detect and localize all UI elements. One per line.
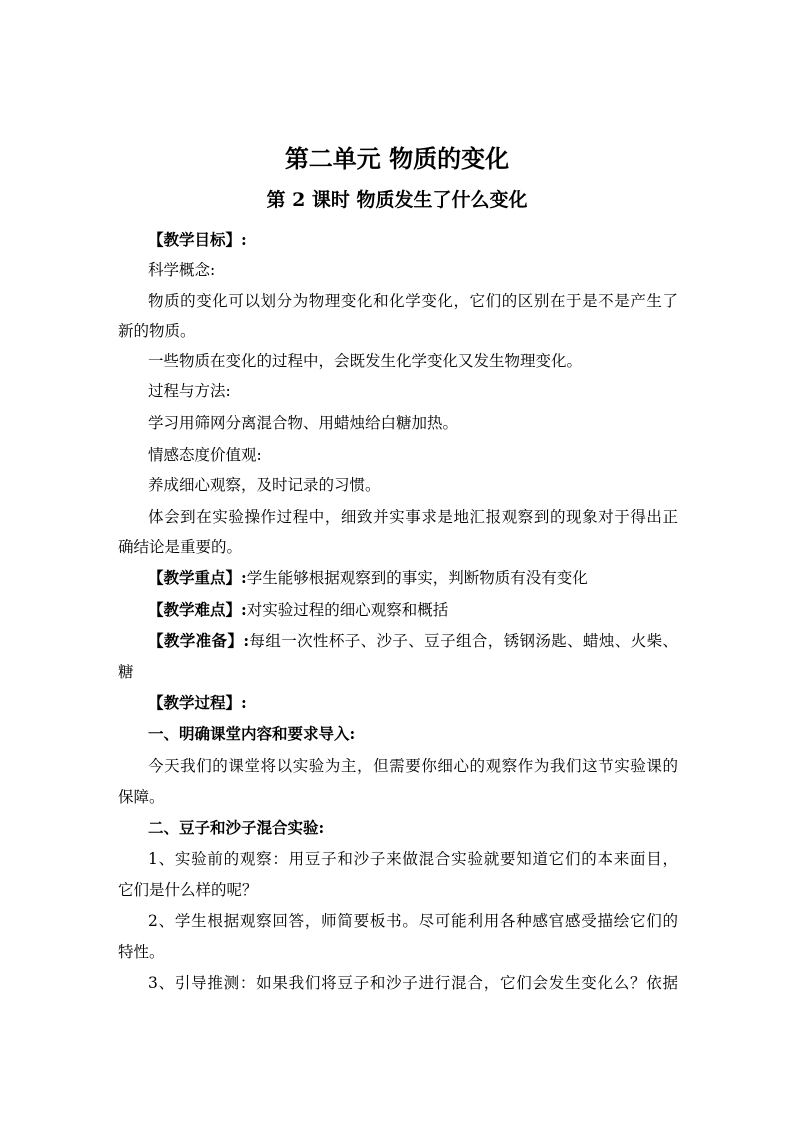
prep-text-a: 每组一次性杯子、沙子、豆子组合，锈钢汤匙、蜡烛、火柴、 — [249, 632, 678, 650]
difficulty-text: 对实验过程的细心观察和概括 — [246, 601, 449, 619]
unit-title: 第二单元 物质的变化 — [284, 144, 510, 173]
process-text-1: 学习用筛网分离混合物、用蜡烛给白糖加热。 — [148, 414, 459, 432]
process-heading: 【教学过程】: — [148, 693, 247, 712]
attitude-text-1: 养成细心观察，及时记录的习惯。 — [148, 476, 381, 494]
goals-heading: 【教学目标】: — [148, 230, 247, 249]
prep-label: 【教学准备】: — [148, 631, 250, 650]
section-2-heading: 二、豆子和沙子混合实验: — [148, 818, 325, 837]
science-label: 科学概念: — [148, 261, 216, 279]
section-2-item-1b: 它们是什么样的呢？ — [118, 881, 258, 899]
focus-label: 【教学重点】: — [148, 568, 247, 587]
section-2-item-2b: 特性。 — [118, 943, 165, 961]
section-1-text-b: 保障。 — [118, 788, 165, 806]
focus-text: 学生能够根据观察到的事实，判断物质有没有变化 — [246, 569, 588, 587]
section-1-text-a: 今天我们的课堂将以实验为主，但需要你细心的观察作为我们这节实验课的 — [148, 757, 678, 775]
science-text-1b: 新的物质。 — [118, 322, 196, 340]
attitude-text-2b: 确结论是重要的。 — [118, 538, 243, 556]
prep-line — [148, 630, 678, 652]
process-label: 过程与方法: — [148, 382, 231, 400]
science-text-1a: 物质的变化可以划分为物理变化和化学变化，它们的区别在于是不是产生了 — [148, 292, 678, 310]
science-text-2: 一些物质在变化的过程中，会既发生化学变化又发生物理变化。 — [148, 352, 583, 370]
section-2-item-1a: 1、实验前的观察：用豆子和沙子来做混合实验就要知道它们的本来面目， — [148, 850, 678, 868]
difficulty-label: 【教学难点】: — [148, 600, 247, 619]
attitude-label: 情感态度价值观: — [148, 446, 262, 464]
lesson-title: 第 2 课时 物质发生了什么变化 — [266, 189, 528, 211]
attitude-text-2a: 体会到在实验操作过程中，细致并实事求是地汇报观察到的现象对于得出正 — [148, 508, 678, 526]
prep-text-b: 糖 — [118, 663, 134, 681]
section-2-item-3a: 3、引导推测：如果我们将豆子和沙子进行混合，它们会发生变化么？依据 — [148, 974, 678, 992]
section-1-heading: 一、明确课堂内容和要求导入: — [148, 724, 356, 743]
section-2-item-2a: 2、学生根据观察回答，师简要板书。尽可能利用各种感官感受描绘它们的 — [148, 912, 678, 930]
difficulty-line — [148, 599, 678, 621]
focus-line — [148, 567, 678, 589]
